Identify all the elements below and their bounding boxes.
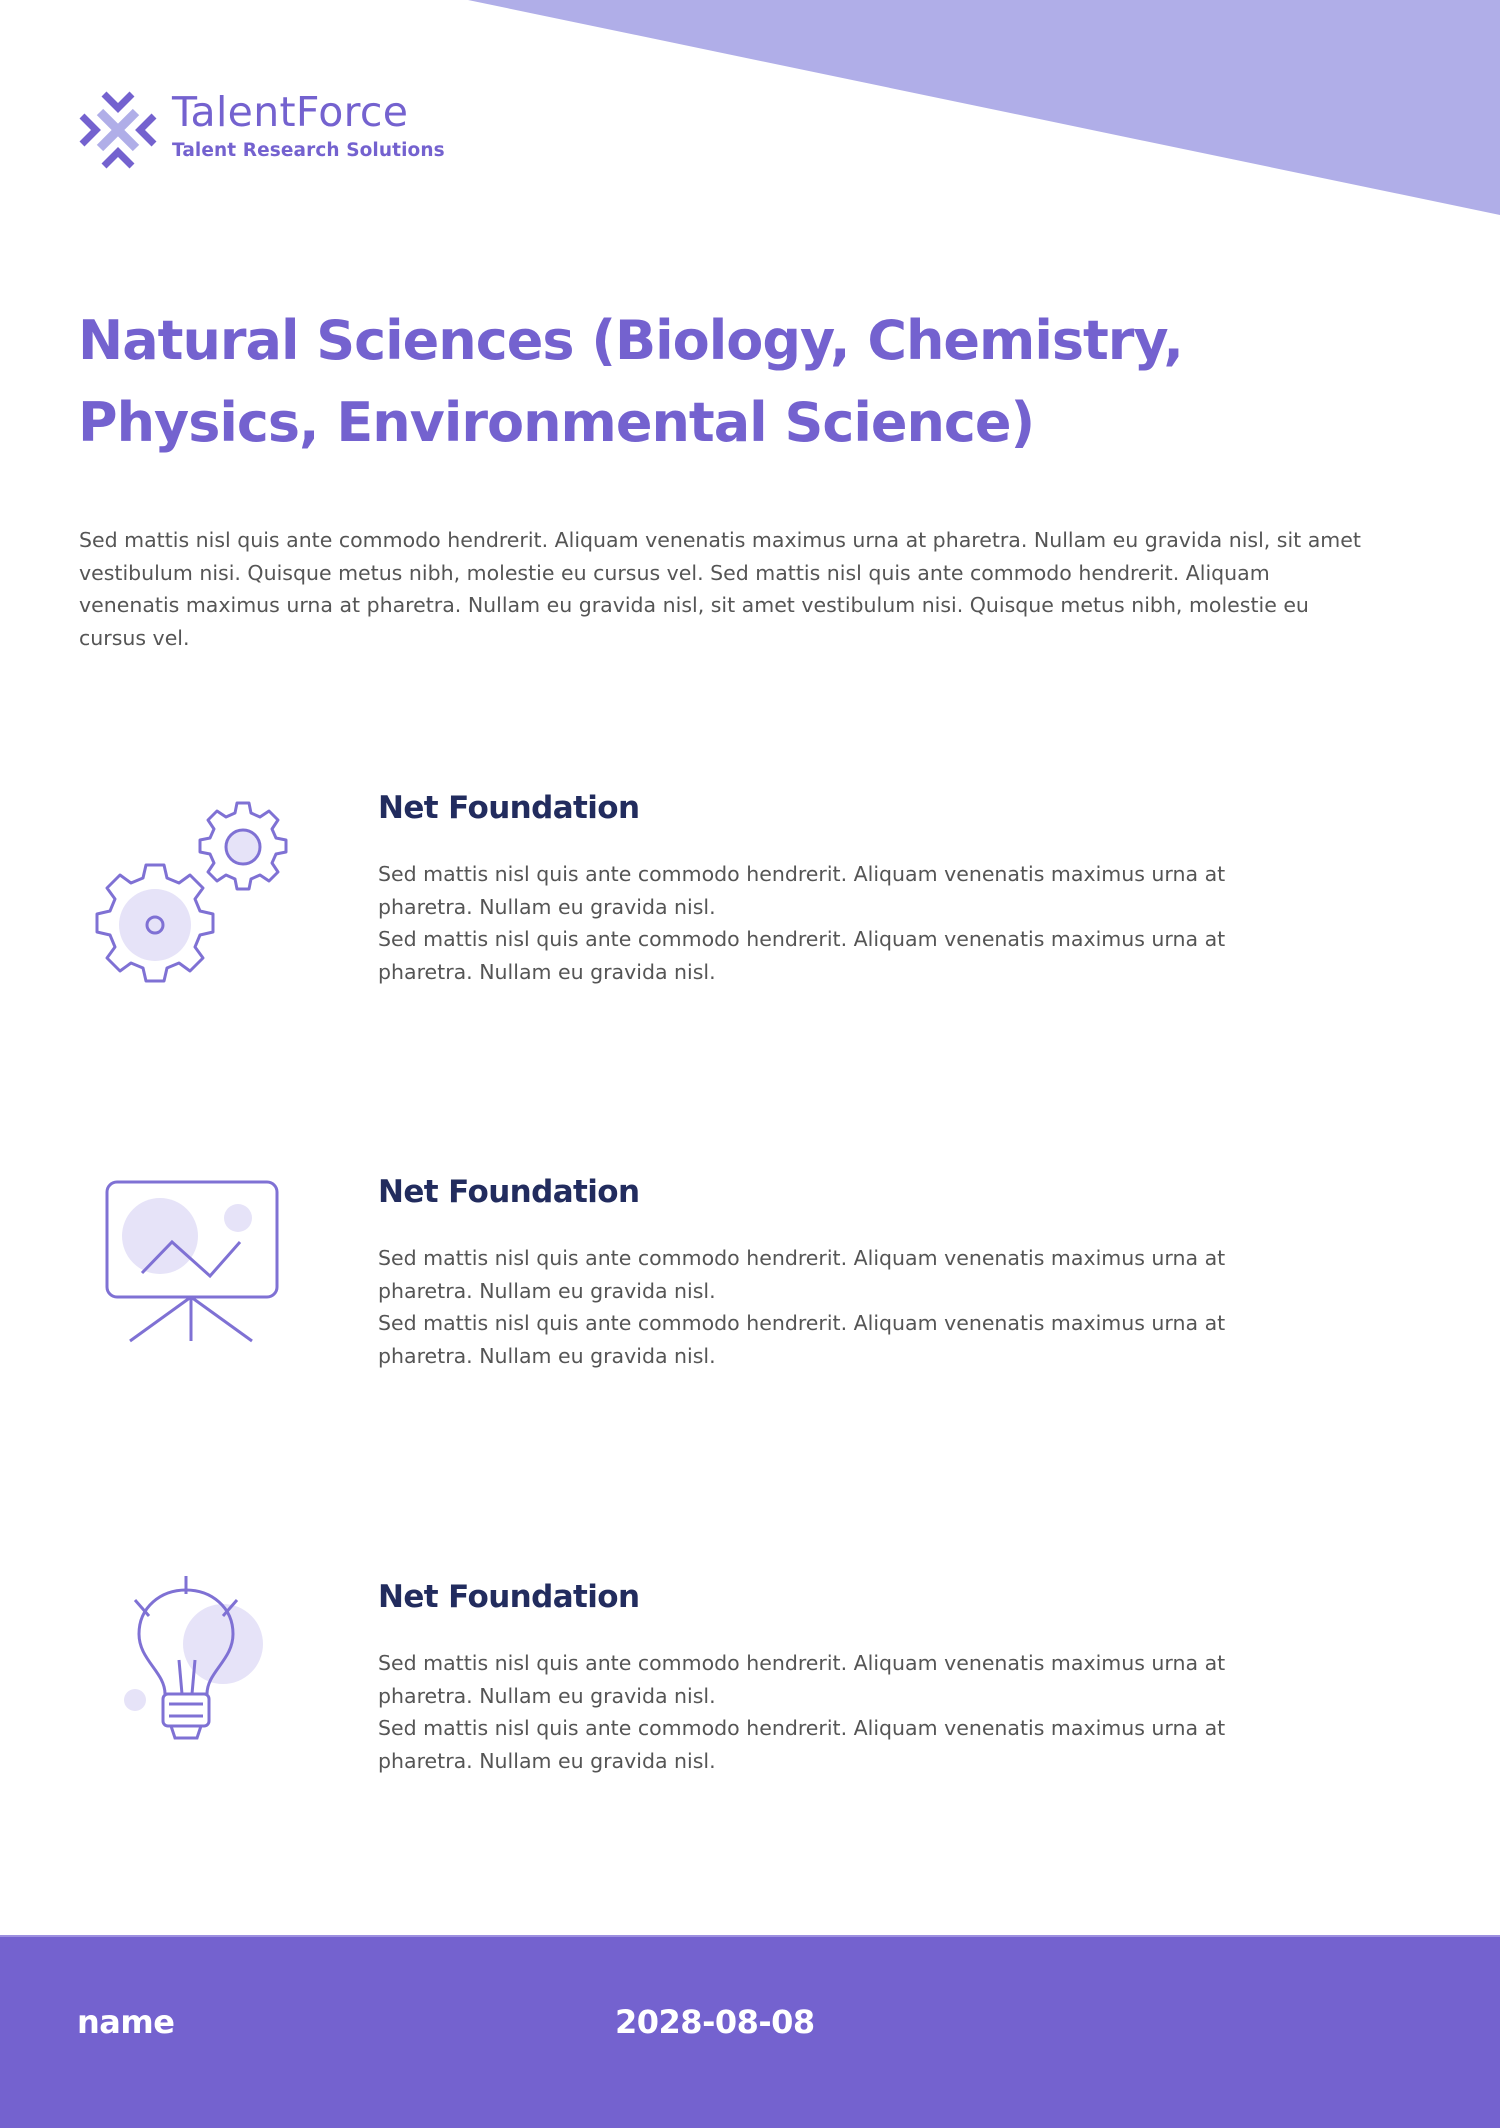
presentation-chart-icon [100, 1176, 280, 1346]
feature-body-line: Sed mattis nisl quis ante commodo hendrerit. Aliquam venenatis maximus urna at pharetra. Nullam eu gravida nisl. [378, 1716, 1226, 1774]
feature-title: Net Foundation [378, 1174, 640, 1210]
footer-name: name [77, 2003, 175, 2041]
brand-logo [78, 90, 445, 170]
feature-title: Net Foundation [378, 790, 640, 826]
intro-paragraph: Sed mattis nisl quis ante commodo hendrerit. Aliquam venenatis maximus urna at pharetra. Nullam eu gravida nisl, sit amet vestibulum nisi. Quisque metus nibh, molestie eu cursus vel. Sed mattis nisl quis ante commodo hendrerit. Aliquam venenatis maximus urna at pharetra. Nullam eu gravida nisl, sit amet vestibulum nisi. Quisque metus nibh, molestie eu cursus vel. [79, 528, 1361, 651]
feature-body-line: Sed mattis nisl quis ante commodo hendrerit. Aliquam venenatis maximus urna at pharetra. Nullam eu gravida nisl. [378, 1651, 1226, 1708]
feature-body [378, 858, 1298, 989]
feature-body-line: Sed mattis nisl quis ante commodo hendrerit. Aliquam venenatis maximus urna at pharetra. Nullam eu gravida nisl. [378, 1246, 1226, 1303]
brand-name: TalentForce [172, 88, 409, 136]
chevron-cross-logo-icon [78, 90, 158, 170]
footer-bar [0, 1935, 1500, 2128]
feature-body-line: Sed mattis nisl quis ante commodo hendrerit. Aliquam venenatis maximus urna at pharetra. Nullam eu gravida nisl. [378, 862, 1226, 919]
feature-body-line: Sed mattis nisl quis ante commodo hendrerit. Aliquam venenatis maximus urna at pharetra. Nullam eu gravida nisl. [378, 1311, 1226, 1369]
feature-body-line: Sed mattis nisl quis ante commodo hendrerit. Aliquam venenatis maximus urna at pharetra. Nullam eu gravida nisl. [378, 927, 1226, 985]
footer-date: 2028-08-08 [615, 2003, 815, 2041]
gears-icon [85, 790, 290, 995]
feature-body [378, 1242, 1298, 1373]
page-title: Natural Sciences (Biology, Chemistry, Physics, Environmental Science) [78, 309, 1183, 454]
lightbulb-icon [115, 1572, 275, 1757]
feature-title: Net Foundation [378, 1579, 640, 1615]
feature-body [378, 1647, 1298, 1778]
brand-tagline: Talent Research Solutions [172, 140, 445, 161]
